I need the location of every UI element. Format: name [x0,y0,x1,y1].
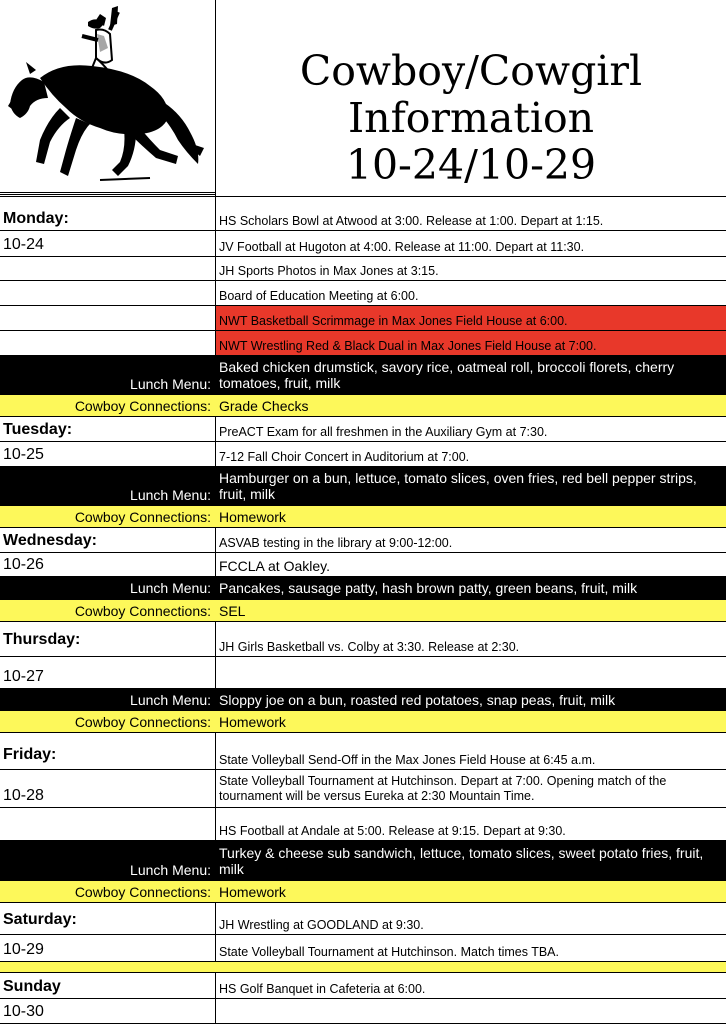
event-text: HS Football at Andale at 5:00. Release at 9:15. Depart at 9:30. [219,824,566,838]
event-text: 7-12 Fall Choir Concert in Auditorium at 7:00. [219,450,470,464]
connections-label: Cowboy Connections: [74,508,211,525]
lunch-menu: Turkey & cheese sub sandwich, lettuce, tomato slices, sweet potato fries, fruit, milk [219,844,704,877]
lunch-label: Lunch Menu: [130,376,211,392]
event-text: ASVAB testing in the library at 9:00-12:00. [219,536,453,550]
lunch-row [0,689,726,711]
table-row [0,935,726,962]
lunch-menu: Hamburger on a bun, lettuce, tomato slices, oven fries, red bell pepper strips, fruit, milk [219,470,697,502]
title-line-3: 10-24/10-29 [345,141,597,189]
lunch-label: Lunch Menu: [130,487,211,503]
connections-row [0,506,726,528]
event-text: NWT Wrestling Red & Black Dual in Max Jones Field House at 7:00. [216,331,726,355]
event-text: HS Golf Banquet in Cafeteria at 6:00. [219,982,426,996]
date-label: 10-24 [3,236,44,253]
table-row [0,808,726,841]
event-text: NWT Basketball Scrimmage in Max Jones Field House at 6:00. [216,306,726,330]
event-text: HS Scholars Bowl at Atwood at 3:00. Release at 1:00. Depart at 1:15. [219,214,604,228]
bronc-rider-logo [0,0,215,192]
day-label: Friday: [3,746,57,763]
connections-value: Homework [219,508,286,525]
table-row [0,973,726,999]
lunch-row [0,467,726,506]
event-text: PreACT Exam for all freshmen in the Auxiliary Gym at 7:30. [219,425,548,439]
logo-divider [0,194,215,195]
connections-row [0,711,726,733]
lunch-menu: Pancakes, sausage patty, hash brown patty, green beans, fruit, milk [219,580,638,596]
event-text: State Volleyball Send-Off in the Max Jones Field House at 6:45 a.m. [219,753,596,767]
lunch-row [0,841,726,881]
lunch-menu: Baked chicken drumstick, savory rice, oatmeal roll, broccoli florets, cherry tomatoes, fruit, milk [219,359,675,391]
date-label: 10-30 [3,1003,44,1020]
event-text: JV Football at Hugoton at 4:00. Release at 11:00. Depart at 11:30. [219,240,585,254]
table-row [0,281,726,306]
table-row [0,657,726,689]
date-label: 10-26 [3,556,44,573]
table-row [0,231,726,257]
title-line-2: Information [347,94,595,142]
table-row [0,733,726,770]
schedule-table [0,196,726,1024]
table-row [0,417,726,442]
connections-label: Cowboy Connections: [74,397,211,414]
date-label: 10-25 [3,446,44,463]
event-text: FCCLA at Oakley. [219,558,331,574]
connections-label: Cowboy Connections: [74,602,211,619]
lunch-label: Lunch Menu: [130,691,211,708]
connections-value: Homework [219,713,286,730]
date-label: 10-29 [3,941,44,958]
table-row [0,528,726,553]
table-row-highlight-red [0,306,726,331]
lunch-menu: Sloppy joe on a bun, roasted red potatoes, snap peas, fruit, milk [219,691,616,708]
day-label: Tuesday: [3,421,73,438]
lunch-row [0,577,726,600]
day-label: Monday: [3,210,69,227]
event-text: Board of Education Meeting at 6:00. [219,289,419,303]
day-label: Sunday [3,978,61,995]
connections-row [0,881,726,903]
day-label: Wednesday: [3,532,97,549]
connections-value: Grade Checks [219,397,309,414]
table-row [0,903,726,935]
table-row [0,553,726,577]
header [0,0,726,196]
table-row [0,622,726,657]
event-text: JH Sports Photos in Max Jones at 3:15. [219,264,439,278]
table-row-highlight-red [0,331,726,356]
lunch-label: Lunch Menu: [130,862,211,878]
connections-value: SEL [219,602,246,619]
connections-label: Cowboy Connections: [74,713,211,730]
day-label: Thursday: [3,631,81,648]
date-label: 10-28 [3,786,44,804]
connections-label: Cowboy Connections: [74,883,211,900]
table-row [0,257,726,281]
title-line-1: Cowboy/Cowgirl [299,47,643,95]
table-row [0,197,726,231]
day-label: Saturday: [3,911,77,928]
table-row [0,999,726,1024]
table-row [0,770,726,808]
table-row [0,442,726,467]
date-label: 10-27 [3,668,44,685]
logo-box [0,0,215,193]
event-text: JH Wrestling at GOODLAND at 9:30. [219,918,424,932]
connections-row [0,600,726,622]
connections-value: Homework [219,883,286,900]
page-title [216,48,726,189]
spacer-row-yellow [0,962,726,973]
lunch-label: Lunch Menu: [130,580,211,596]
lunch-row [0,356,726,395]
event-text: JH Girls Basketball vs. Colby at 3:30. Release at 2:30. [219,640,520,654]
connections-row [0,395,726,417]
event-text: State Volleyball Tournament at Hutchinson. Depart at 7:00. Opening match of the tournament will be versus Eureka at 2:30 Mountain Time. [219,773,667,803]
event-text: State Volleyball Tournament at Hutchinson. Match times TBA. [219,945,559,959]
